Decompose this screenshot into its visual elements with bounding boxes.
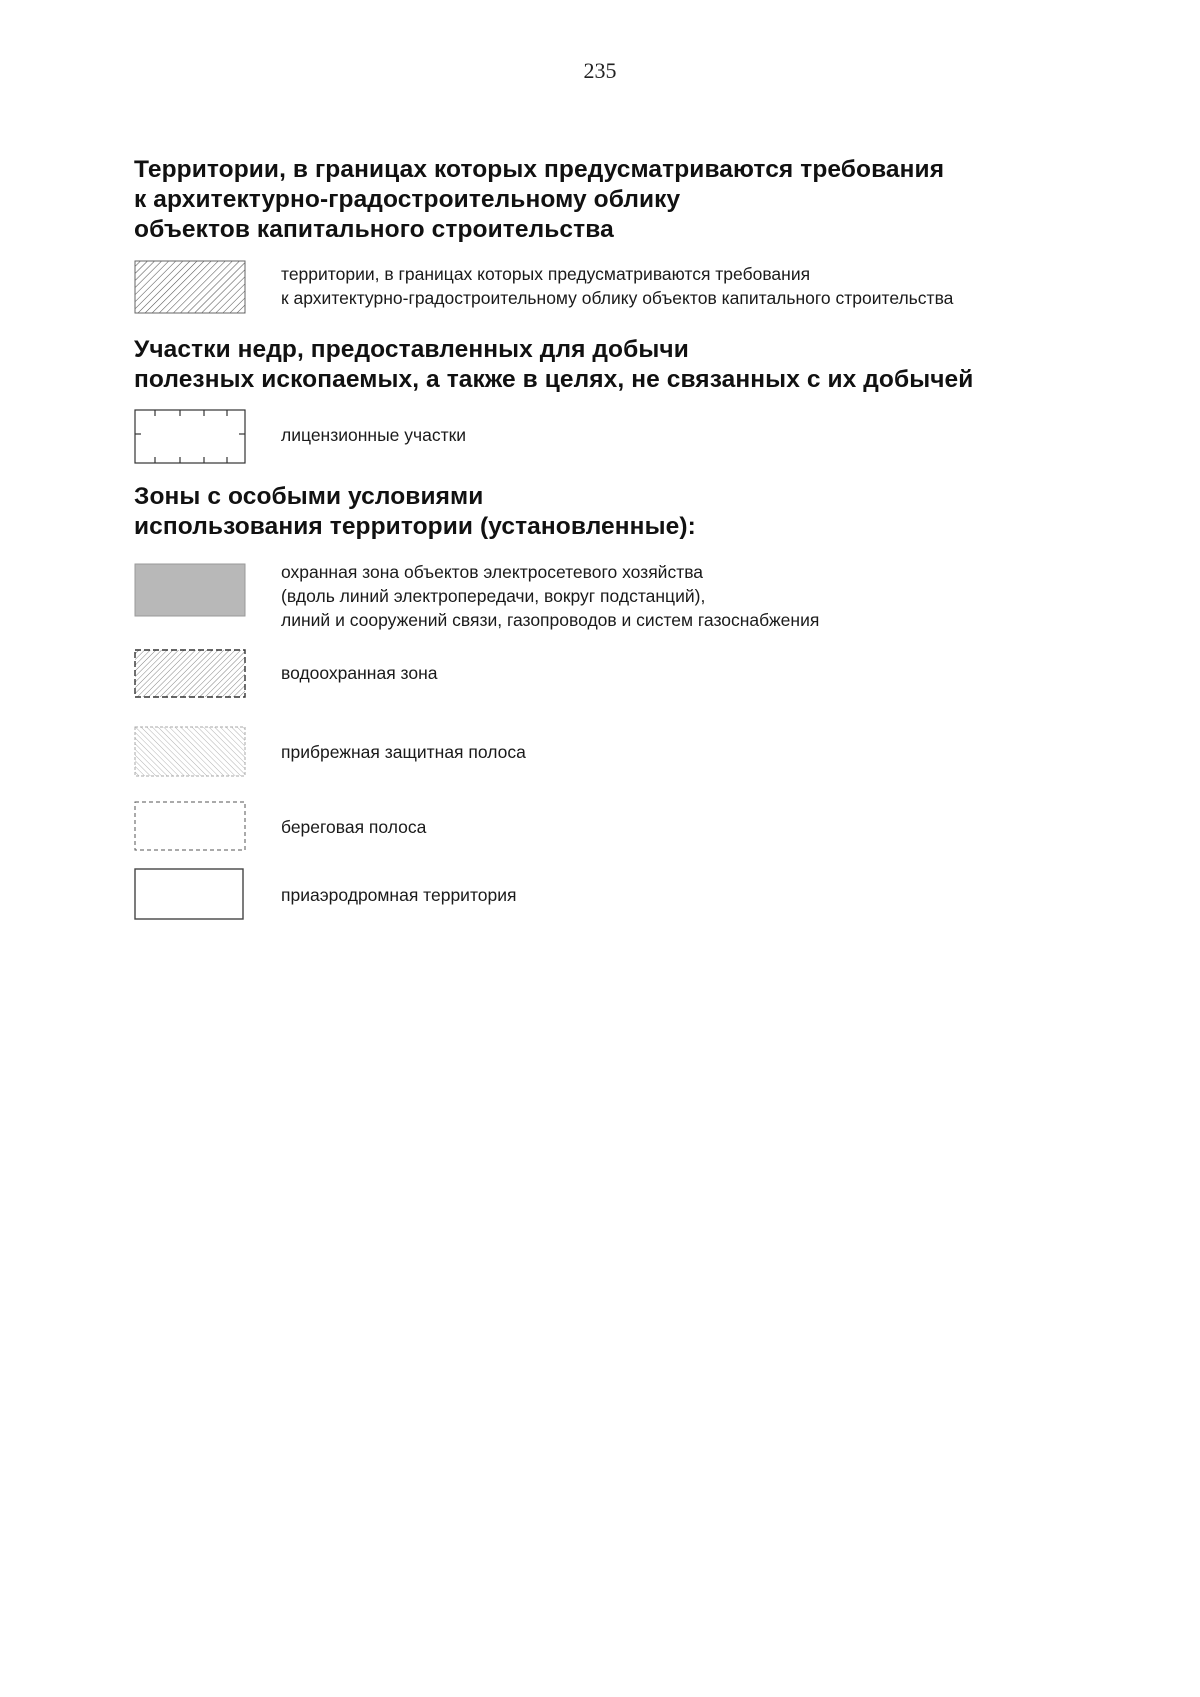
legend-item-shore-strip — [134, 801, 1094, 853]
section-title-subsoil: Участки недр, предоставленных для добычи полезных ископаемых, а также в целях, не связанных с их добычей — [134, 336, 974, 393]
legend-item-water-protection-zone — [134, 649, 1094, 701]
legend-item-license-areas — [134, 409, 1094, 465]
legend-item-architectural-zone — [134, 260, 1094, 316]
section-title-special-zones: Зоны с особыми условиями использования территории (установленные): — [134, 483, 696, 540]
dashed-outline-swatch-icon — [134, 801, 246, 853]
legend-description: лицензионные участки — [281, 425, 467, 445]
page-number: 235 — [583, 58, 617, 83]
legend-item-coastal-protective-strip — [134, 726, 1094, 778]
legend-description: территории, в границах которых предусматриваются требования к архитектурно-градостроительному облику объектов капитального строительства — [281, 264, 954, 308]
legend-description: прибрежная защитная полоса — [281, 742, 526, 762]
legend-item-electric-protection-zone — [134, 562, 1094, 630]
light-hatch-swatch-icon — [134, 726, 246, 778]
legend-description: береговая полоса — [281, 817, 427, 837]
legend-item-aerodrome-territory — [134, 868, 1094, 922]
tick-border-swatch-icon — [134, 409, 246, 465]
diagonal-hatch-swatch-icon — [134, 260, 246, 314]
legend-description: охранная зона объектов электросетевого хозяйства (вдоль линий электропередачи, вокруг подстанций), линий и сооружений связи, газопроводов и систем газоснабжения — [281, 562, 820, 630]
solid-outline-swatch-icon — [134, 868, 246, 922]
gray-fill-swatch-icon — [134, 563, 246, 617]
legend-description: приаэродромная территория — [281, 885, 517, 905]
legend-description: водоохранная зона — [281, 663, 438, 683]
dashed-hatch-swatch-icon — [134, 649, 246, 699]
section-title-architectural: Территории, в границах которых предусматриваются требования к архитектурно-градостроительному облику объектов капитального строительства — [134, 156, 945, 243]
